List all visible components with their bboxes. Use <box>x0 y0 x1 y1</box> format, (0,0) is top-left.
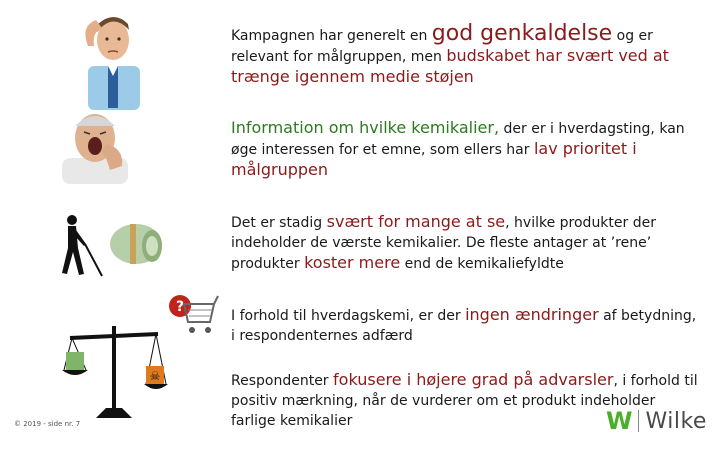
p3-text-b: , hvilke produkter der indeholder de værste kemikalier. De fleste antager at ’rene’ produkter <box>231 215 656 272</box>
p3-highlight-cost: koster mere <box>304 253 401 272</box>
yawning-man-photo <box>40 104 150 184</box>
statement-hard-to-see <box>231 212 701 274</box>
svg-text:☠: ☠ <box>149 369 161 383</box>
p2-text-a: der er i hverdagsting, kan øge interessen for et emne, som ellers har <box>231 121 685 158</box>
p1-highlight-message: budskabet har svært ved at trænge igennem medie støjen <box>231 46 669 86</box>
p1-highlight-recall: god genkaldelse <box>431 21 613 46</box>
p2-highlight-priority: lav prioritet i målgruppen <box>231 139 637 179</box>
shopping-cart-question-icon <box>168 290 222 338</box>
p1-text-a: Kampagnen har generelt en <box>231 28 432 44</box>
p4-highlight-no-changes: ingen ændringer <box>465 305 599 324</box>
balance-scale-icon <box>60 322 168 422</box>
wilke-logo-word: Wilke <box>645 408 707 434</box>
money-roll-icon <box>108 218 164 270</box>
p5-text-b: , i forhold til positiv mærkning, når de vurderer om et produkt indeholder farlige kemikalier <box>231 373 698 429</box>
svg-text:?: ? <box>175 299 185 315</box>
wilke-logo <box>606 407 710 435</box>
p2-highlight-information: Information om hvilke kemikalier, <box>231 118 500 137</box>
statement-chemical-information <box>231 118 701 181</box>
p5-text-a: Respondenter <box>231 373 334 389</box>
wilke-logo-mark: W <box>606 407 633 435</box>
statement-no-changes <box>231 305 701 346</box>
p3-text-c: end de kemikaliefyldte <box>400 256 564 272</box>
p3-highlight-hard: svært for mange at se <box>326 212 506 231</box>
p4-text-a: I forhold til hverdagskemi, er der <box>231 308 466 324</box>
p1-text-b: og er relevant for målgruppen, men <box>231 28 653 65</box>
blind-person-icon <box>54 214 106 278</box>
confused-man-photo <box>74 6 150 110</box>
page-footer: © 2019 - side nr. 7 <box>14 420 81 428</box>
statement-campaign-recall <box>231 21 701 88</box>
p3-text-a: Det er stadig <box>231 215 327 231</box>
p4-text-b: af betydning, i respondenternes adfærd <box>231 308 697 344</box>
p5-highlight-warnings: fokusere i højere grad på advarsler <box>333 370 614 389</box>
logo-divider <box>638 410 639 432</box>
